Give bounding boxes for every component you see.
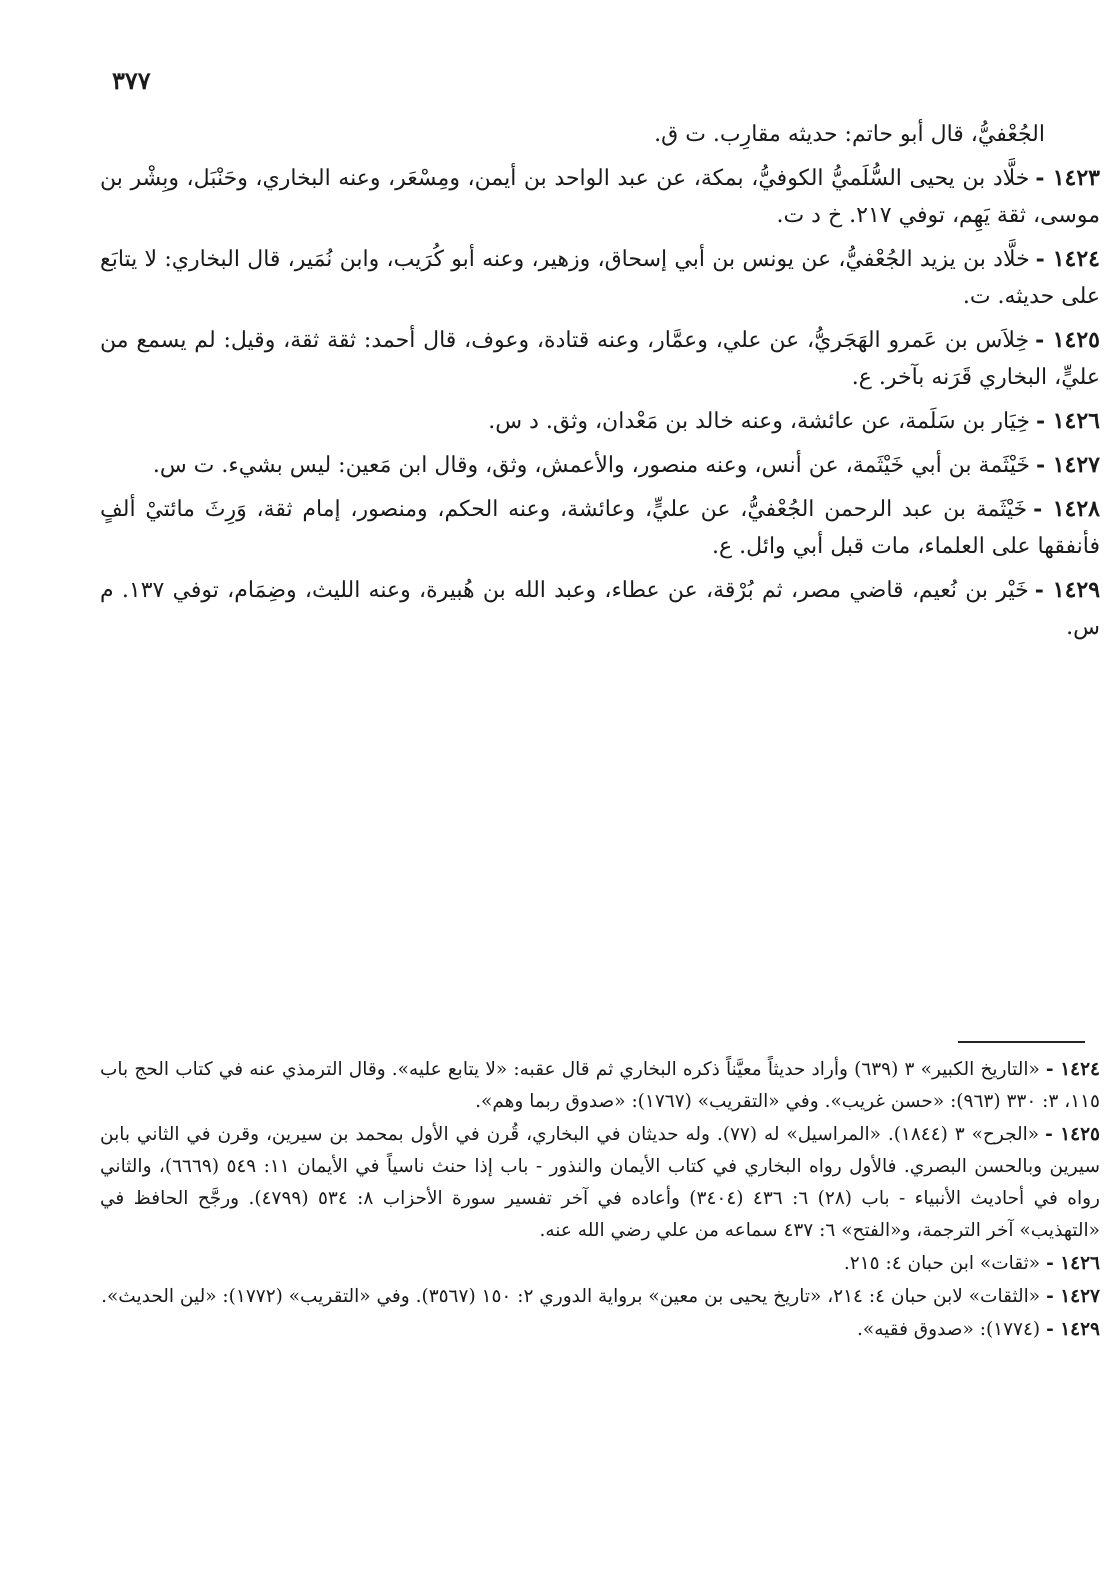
entry-text: خَيْر بن نُعيم، قاضي مصر، ثم بُرْقة، عن عطاء، وعبد الله بن هُبيرة، وعنه الليث، وضِمَام، توفي ١٣٧. م س. xyxy=(100,578,1100,640)
footnotes xyxy=(100,1054,1100,1347)
entry-text: خَيْثَمة بن أبي خَيْثَمة، عن أنس، وعنه منصور، والأعمش، وثق، وقال ابن مَعين: ليس بشيء. ت س. xyxy=(152,453,1030,478)
footnote-number: ١٤٢٤ - xyxy=(1045,1059,1100,1080)
footnote-number: ١٤٢٦ - xyxy=(1046,1253,1100,1274)
entry-number: ١٤٢٤ - xyxy=(1035,246,1100,272)
entry-1426 xyxy=(100,403,1100,440)
entry-1427 xyxy=(100,447,1100,484)
page-number: ٣٧٧ xyxy=(112,66,151,95)
entry-text: خلَّاد بن يحيى السُّلَميُّ الكوفيُّ، بمكة، عن عبد الواحد بن أيمن، ومِسْعَر، وعنه البخاري، وحَنْبَل، وبِشْر بن موسى، ثقة يَهِم، توفي ٢١٧. خ د ت. xyxy=(100,166,1100,228)
entry-text: خِيَار بن سَلَمة، عن عائشة، وعنه خالد بن مَعْدان، وثق. د س. xyxy=(488,409,1030,434)
footnote-1425 xyxy=(100,1119,1100,1247)
footnote-separator xyxy=(958,1041,1085,1043)
entry-text: خلَّاد بن يزيد الجُعْفيُّ، عن يونس بن أبي إسحاق، وزهير، وعنه أبو كُرَيب، وابن نُمَير، قال البخاري: لا يتابَع على حديثه. ت. xyxy=(100,247,1100,309)
footnote-1424 xyxy=(100,1054,1100,1118)
entry-number: ١٤٢٣ - xyxy=(1035,165,1100,191)
footnote-1427 xyxy=(100,1281,1100,1313)
footnote-text: «ثقات» ابن حبان ٤: ٢١٥. xyxy=(843,1253,1041,1274)
footnote-number: ١٤٢٩ - xyxy=(1046,1319,1100,1340)
footnote-1426 xyxy=(100,1248,1100,1280)
footnote-number: ١٤٢٧ - xyxy=(1046,1286,1100,1307)
entry-number: ١٤٢٥ - xyxy=(1035,327,1100,353)
entry-1429 xyxy=(100,572,1100,646)
footnote-text: «الجرح» ٣ (١٨٤٤). «المراسيل» له (٧٧). وله حديثان في البخاري، قُرن في الأول بمحمد بن سيرين، وقرن في الثاني بابن سيرين وبالحسن البصري. فالأول رواه البخاري في كتاب الأيمان والنذور - باب إذا حنث ناسياً في الأيمان ١١: ٥٤٩ (٦٦٦٩)، والثاني رواه في أحاديث الأنبياء - باب (٢٨) ٦: ٤٣٦ (٣٤٠٤) وأعاده في آخر تفسير سورة الأحزاب ٨: ٥٣٤ (٤٧٩٩). ورجَّح الحافظ في «التهذيب» آخر الترجمة، و«الفتح» ٦: ٤٣٧ سماعه من علي رضي الله عنه. xyxy=(100,1124,1101,1241)
main-text xyxy=(100,116,1100,653)
entry-text: خَيْثَمة بن عبد الرحمن الجُعْفيُّ، عن عليٍّ، وعائشة، وعنه الحكم، ومنصور، إمام ثقة، وَرِثَ مائتيْ ألفٍ فأنفقها على العلماء، مات قبل أبي وائل. ع. xyxy=(100,497,1100,559)
entry-number: ١٤٢٨ - xyxy=(1033,496,1100,522)
entry-continuation xyxy=(100,116,1100,153)
footnote-text: (١٧٧٤): «صدوق فقيه». xyxy=(857,1319,1041,1340)
entry-1424 xyxy=(100,241,1100,315)
entry-text: الجُعْفيُّ، قال أبو حاتم: حديثه مقارِب. ت ق. xyxy=(654,122,1045,147)
footnote-text: «التاريخ الكبير» ٣ (٦٣٩) وأراد حديثاً معيَّناً ذكره البخاري ثم قال عقبه: «لا يتابع عليه». وقال الترمذي عنه في كتاب الحج باب ١١٥، ٣: ٣٣٠ (٩٦٣): «حسن غريب». وفي «التقريب» (١٧٦٧): «صدوق ربما وهم». xyxy=(100,1059,1100,1112)
footnote-number: ١٤٢٥ - xyxy=(1045,1124,1100,1145)
entry-1428 xyxy=(100,491,1100,565)
entry-number: ١٤٢٧ - xyxy=(1035,452,1100,478)
entry-1423 xyxy=(100,160,1100,234)
footnote-1429 xyxy=(100,1314,1100,1346)
entry-text: خِلاَس بن عَمرو الهَجَريُّ، عن علي، وعمَّار، وعنه قتادة، وعوف، قال أحمد: ثقة ثقة، وقيل: لم يسمع من عليٍّ، البخاري قَرَنه بآخر. ع. xyxy=(100,328,1100,390)
entry-number: ١٤٢٩ - xyxy=(1034,577,1101,603)
entry-number: ١٤٢٦ - xyxy=(1035,408,1100,434)
entry-1425 xyxy=(100,322,1100,396)
footnote-text: «الثقات» لابن حبان ٤: ٢١٤، «تاريخ يحيى بن معين» برواية الدوري ٢: ١٥٠ (٣٥٦٧). وفي «التقريب» (١٧٧٢): «لين الحديث». xyxy=(101,1286,1041,1307)
